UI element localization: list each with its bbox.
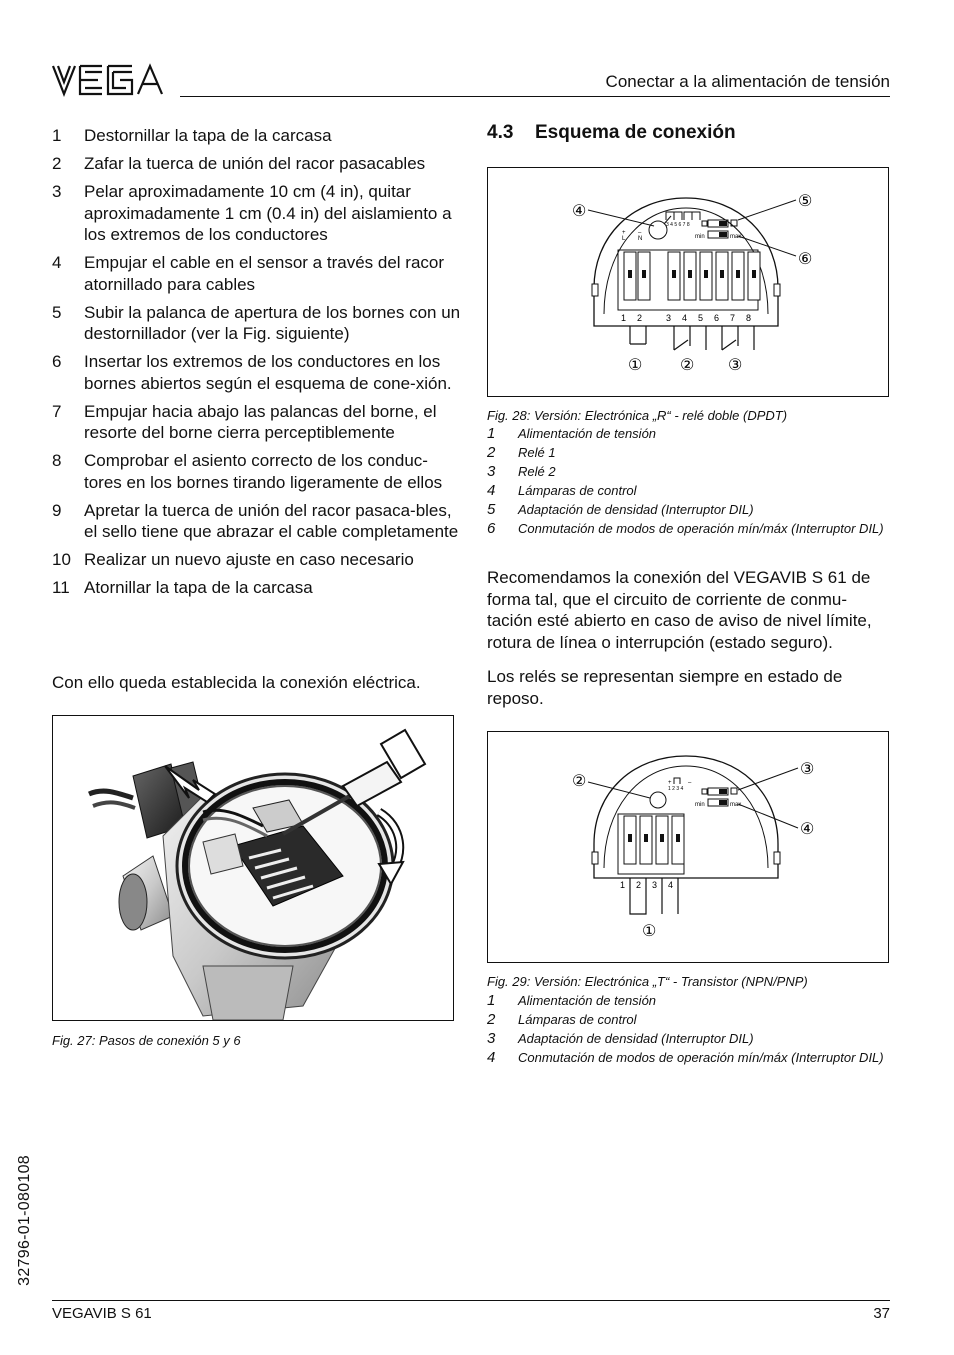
list-item: 11 Atornillar la tapa de la carcasa xyxy=(52,578,313,597)
terminal-label: 8 xyxy=(746,313,752,323)
terminal-label: 6 xyxy=(714,313,720,323)
diagram-text: 1 2 3 4 xyxy=(668,786,684,792)
legend-item: 3 Relé 2 xyxy=(487,463,556,480)
legend-item: 2 Relé 1 xyxy=(487,444,556,461)
callout-3: ③ xyxy=(728,357,743,374)
diagram-text: – xyxy=(688,780,692,786)
terminal-label: 1 xyxy=(620,880,626,890)
legend-item: 1 Alimentación de tensión xyxy=(487,425,657,442)
legend-item: 2 Lámparas de control xyxy=(487,1011,637,1028)
callout-4: ④ xyxy=(572,203,587,220)
list-item: 9 Apretar la tuerca de unión del racor pasaca-bles, el sello tiene que abrazar el cable completamente xyxy=(52,500,459,541)
legend-item: 6 Conmutación de modos de operación mín/máx (Interruptor DIL) xyxy=(487,520,884,537)
callout-3: ③ xyxy=(800,761,815,778)
page-header-title: Conectar a la alimentación de tensión xyxy=(605,72,890,91)
legend-item: 4 Conmutación de modos de operación mín/máx (Interruptor DIL) xyxy=(487,1049,884,1066)
terminal-label: 2 xyxy=(636,880,642,890)
diagram-text: L xyxy=(622,236,626,242)
callout-6: ⑥ xyxy=(798,251,813,268)
diagram-text: max xyxy=(730,234,742,240)
section-title: Esquema de conexión xyxy=(535,122,736,143)
callout-4: ④ xyxy=(800,821,815,838)
terminal-label: 3 xyxy=(652,880,658,890)
terminal-label: 3 xyxy=(666,313,672,323)
diagram-text: min xyxy=(695,802,705,808)
fig27-frame xyxy=(52,715,454,1021)
fig29-frame xyxy=(487,731,889,963)
terminal-label: 1 xyxy=(621,313,627,323)
transistor-wiring-diagram xyxy=(488,732,888,962)
callout-1: ① xyxy=(628,357,643,374)
callout-2: ② xyxy=(680,357,695,374)
legend-item: 1 Alimentación de tensión xyxy=(487,992,657,1009)
header-divider xyxy=(180,96,890,97)
document-code: 32796-01-080108 xyxy=(16,1155,33,1286)
fig28-legend xyxy=(487,426,887,540)
terminal-label: 4 xyxy=(668,880,674,890)
list-item: 6 Insertar los extremos de los conductores en los bornes abiertos según el esquema de cone-xión. xyxy=(52,352,452,393)
list-item: 8 Comprobar el asiento correcto de los conduc-tores en los bornes tirando ligeramente de ellos xyxy=(52,451,443,492)
list-item: 4 Empujar el cable en el sensor a través del racor atornillado para cables xyxy=(52,253,445,294)
list-item: 2 Zafar la tuerca de unión del racor pasacables xyxy=(52,154,426,173)
callout-5: ⑤ xyxy=(798,193,813,210)
page-number: 37 xyxy=(873,1305,890,1322)
callout-1: ① xyxy=(642,923,657,940)
diagram-text: min xyxy=(695,234,705,240)
section-number: 4.3 xyxy=(487,122,514,143)
list-item: 10 Realizar un nuevo ajuste en caso necesario xyxy=(52,550,414,569)
callout-2: ② xyxy=(572,773,587,790)
recommendation-paragraph: Recomendamos la conexión del VEGAVIB S 61 de forma tal, que el circuito de corriente de conmu-tación esté abierto en caso de aviso de nivel límite, rotura de línea o interrupción (estado seguro). xyxy=(487,568,872,652)
relay-note-paragraph: Los relés se representan siempre en estado de reposo. xyxy=(487,667,843,708)
diagram-text: – xyxy=(638,230,642,236)
fig28-frame xyxy=(487,167,889,397)
list-item: 5 Subir la palanca de apertura de los bornes con un destornillador (ver la Fig. siguiente) xyxy=(52,302,461,343)
footer-divider xyxy=(52,1300,890,1301)
diagram-text: max xyxy=(730,802,742,808)
list-item: 1 Destornillar la tapa de la carcasa xyxy=(52,126,332,145)
diagram-text: + xyxy=(622,230,626,236)
footer-product-name: VEGAVIB S 61 xyxy=(52,1305,152,1322)
diagram-text: 3 4 5 6 7 8 xyxy=(666,222,690,228)
fig29-caption: Fig. 29: Versión: Electrónica „T“ - Transistor (NPN/PNP) xyxy=(487,974,808,989)
diagram-text: + xyxy=(668,780,672,786)
diagram-text: N xyxy=(638,236,643,242)
fig27-caption: Fig. 27: Pasos de conexión 5 y 6 xyxy=(52,1033,241,1048)
fig28-caption: Fig. 28: Versión: Electrónica „R“ - relé doble (DPDT) xyxy=(487,408,788,423)
list-item: 7 Empujar hacia abajo las palancas del borne, el resorte del borne cierra perceptiblemente xyxy=(52,401,437,442)
connection-steps-illustration xyxy=(53,716,453,1020)
section-heading xyxy=(487,122,736,144)
relay-wiring-diagram xyxy=(488,168,888,396)
connection-steps-list xyxy=(52,125,462,605)
legend-item: 5 Adaptación de densidad (Interruptor DIL) xyxy=(487,501,754,518)
vega-logo xyxy=(50,62,168,98)
fig29-legend xyxy=(487,993,887,1069)
legend-item: 4 Lámparas de control xyxy=(487,482,637,499)
terminal-label: 2 xyxy=(637,313,643,323)
terminal-label: 5 xyxy=(698,313,704,323)
list-item: 3 Pelar aproximadamente 10 cm (4 in), quitar aproximadamente 1 cm (0.4 in) del aislamiento a los extremos de los conductores xyxy=(52,182,452,244)
terminal-label: 4 xyxy=(682,313,688,323)
terminal-label: 7 xyxy=(730,313,736,323)
conclusion-text: Con ello queda establecida la conexión eléctrica. xyxy=(52,673,421,692)
legend-item: 3 Adaptación de densidad (Interruptor DIL) xyxy=(487,1030,754,1047)
